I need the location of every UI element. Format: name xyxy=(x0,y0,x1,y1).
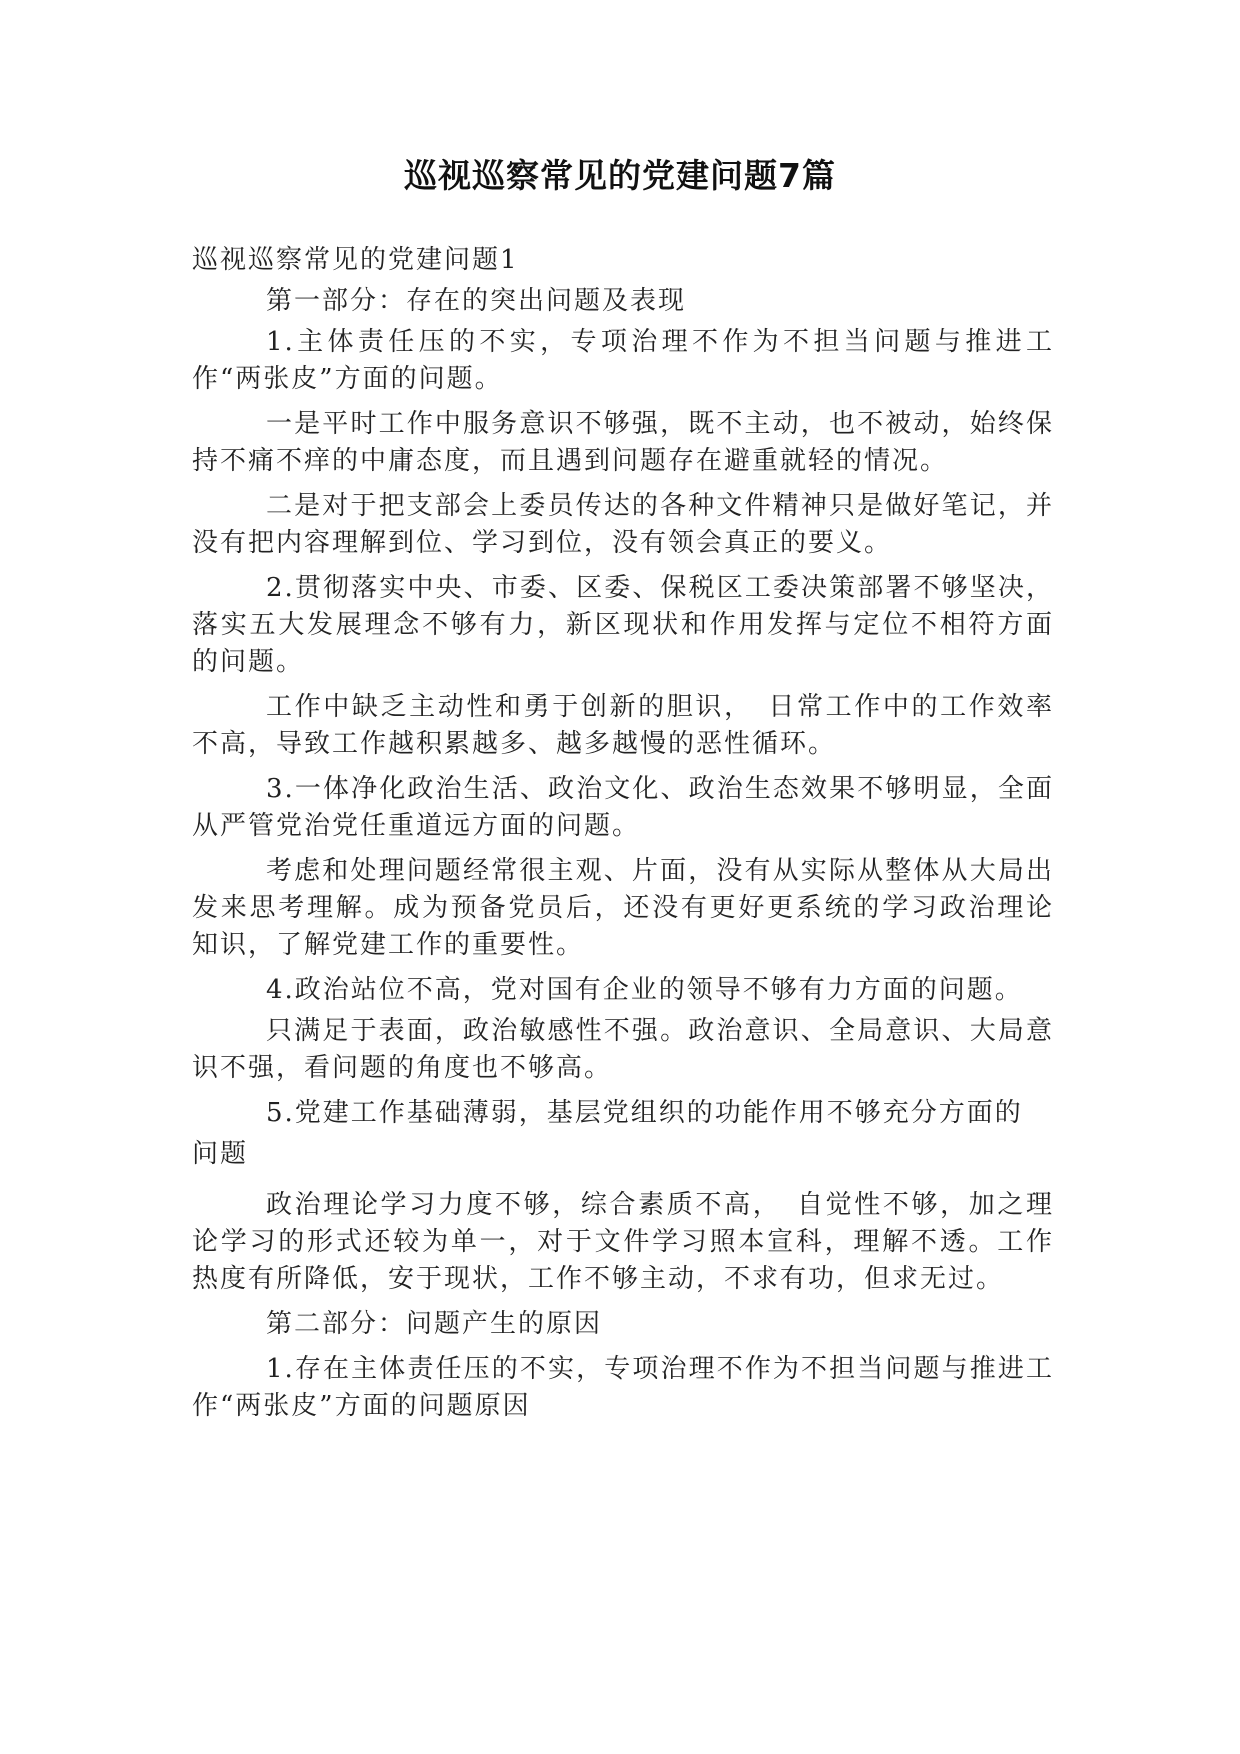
issue-1-point-1: 一是平时工作中服务意识不够强，既不主动，也不被动，始终保持不痛不痒的中庸态度，而且遇到问题存在避重就轻的情况。 xyxy=(192,409,1054,476)
issue-1-heading: 1.主体责任压的不实，专项治理不作为不担当问题与推进工作“两张皮”方面的问题。 xyxy=(192,327,1054,394)
part-heading-2: 第二部分：问题产生的原因 xyxy=(266,1309,603,1339)
issue-5-heading-continued: 问题 xyxy=(192,1139,249,1169)
issue-1-point-2: 二是对于把支部会上委员传达的各种文件精神只是做好笔记，并没有把内容理解到位、学习到位，没有领会真正的要义。 xyxy=(192,491,1054,558)
document-title: 巡视巡察常见的党建问题7篇 xyxy=(404,156,836,195)
issue-5-detail: 政治理论学习力度不够，综合素质不高， 自觉性不够，加之理论学习的形式还较为单一，对于文件学习照本宣科，理解不透。工作热度有所降低，安于现状，工作不够主动，不求有功，但求无过。 xyxy=(192,1190,1054,1294)
cause-1-heading: 1.存在主体责任压的不实，专项治理不作为不担当问题与推进工作“两张皮”方面的问题原因 xyxy=(192,1354,1054,1421)
issue-5-heading: 5.党建工作基础薄弱，基层党组织的功能作用不够充分方面的 xyxy=(266,1098,1023,1128)
document-body xyxy=(192,242,1054,1433)
issue-3-heading: 3.一体净化政治生活、政治文化、政治生态效果不够明显，全面从严管党治党任重道远方面的问题。 xyxy=(192,774,1054,841)
issue-2-heading: 2.贯彻落实中央、市委、区委、保税区工委决策部署不够坚决，落实五大发展理念不够有力，新区现状和作用发挥与定位不相符方面的问题。 xyxy=(192,573,1054,677)
section-heading: 巡视巡察常见的党建问题1 xyxy=(192,245,519,275)
issue-2-detail: 工作中缺乏主动性和勇于创新的胆识， 日常工作中的工作效率 不高，导致工作越积累越多、越多越慢的恶性循环。 xyxy=(192,692,1054,759)
part-heading-1: 第一部分：存在的突出问题及表现 xyxy=(266,286,687,316)
issue-4-heading: 4.政治站位不高，党对国有企业的领导不够有力方面的问题。 xyxy=(266,975,1023,1005)
issue-4-detail: 只满足于表面，政治敏感性不强。政治意识、全局意识、大局意识不强，看问题的角度也不够高。 xyxy=(192,1016,1054,1083)
issue-3-detail: 考虑和处理问题经常很主观、片面，没有从实际从整体从大局出发来思考理解。成为预备党员后，还没有更好更系统的学习政治理论知识，了解党建工作的重要性。 xyxy=(192,856,1054,960)
